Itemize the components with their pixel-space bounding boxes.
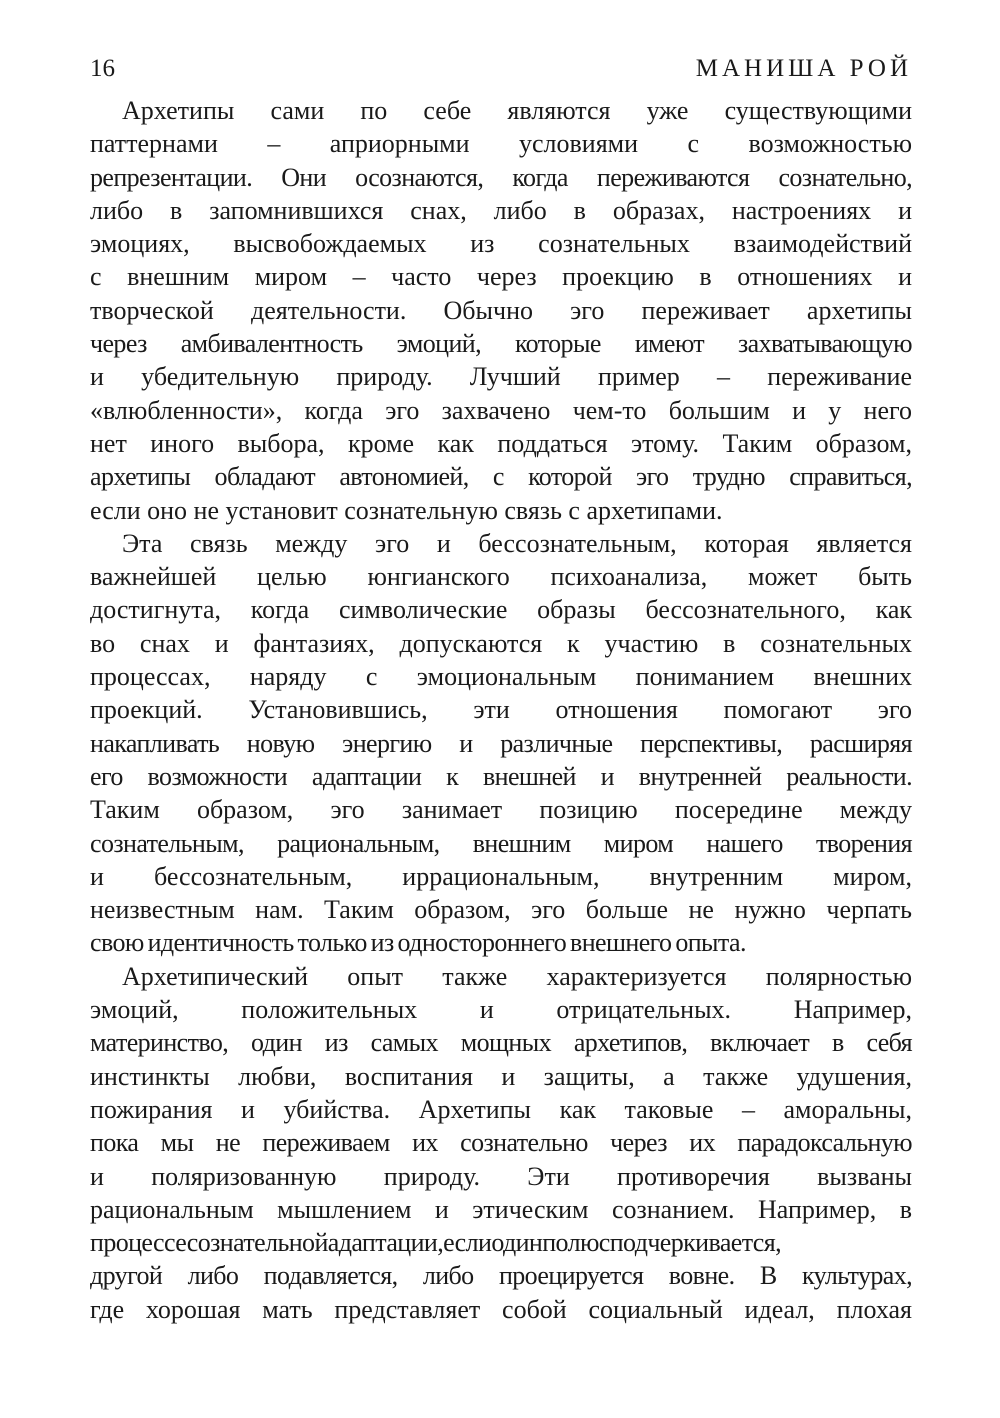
text-line: паттернами – априорными условиями с возможностью xyxy=(90,129,912,159)
text-line: эмоциях, высвобождаемых из сознательных взаимодействий xyxy=(90,229,912,259)
text-line: неизвестным нам. Таким образом, эго больше не нужно черпать xyxy=(90,895,912,925)
text-line: процессесознательнойадаптации,еслиодинполюсподчеркивается, xyxy=(90,1228,781,1258)
text-line: «влюбленности», когда эго захвачено чем-то большим и у него xyxy=(90,395,912,425)
text-line: Таким образом, эго занимает позицию посередине между xyxy=(90,795,912,825)
text-line: сознательным, рациональным, внешним миром нашего творения xyxy=(90,828,912,858)
body-text xyxy=(90,94,912,1326)
running-head xyxy=(90,52,912,86)
text-line: его возможности адаптации к внешней и внутренней реальности. xyxy=(90,761,912,791)
text-line: творческой деятельности. Обычно эго переживает архетипы xyxy=(90,295,912,325)
text-line: через амбивалентность эмоций, которые имеют захватывающую xyxy=(90,329,912,359)
text-line: архетипы обладают автономией, с которой эго трудно справиться, xyxy=(90,462,912,492)
text-line: и поляризованную природу. Эти противоречия вызваны xyxy=(90,1161,912,1191)
text-line: достигнута, когда символические образы бессознательного, как xyxy=(90,595,912,625)
text-line: и убедительную природу. Лучший пример – переживание xyxy=(90,362,912,392)
paragraph-3 xyxy=(90,960,912,1326)
text-line: если оно не установит сознательную связь с архетипами. xyxy=(90,495,723,525)
text-line: во снах и фантазиях, допускаются к участию в сознательных xyxy=(90,628,912,658)
text-line: где хорошая мать представляет собой социальный идеал, плохая xyxy=(90,1294,912,1324)
text-line: важнейшей целью юнгианского психоанализа, может быть xyxy=(90,562,912,592)
text-line: проекций. Установившись, эти отношения помогают эго xyxy=(90,695,912,725)
text-line: эмоций, положительных и отрицательных. Например, xyxy=(90,995,912,1025)
text-line: накапливать новую энергию и различные перспективы, расширяя xyxy=(90,728,912,758)
text-line: процессах, наряду с эмоциональным пониманием внешних xyxy=(90,662,912,692)
text-line: либо в запомнившихся снах, либо в образах, настроениях и xyxy=(90,195,912,225)
text-line: рациональным мышлением и этическим сознанием. Например, в xyxy=(90,1194,912,1224)
text-line: репрезентации. Они осознаются, когда переживаются сознательно, xyxy=(90,162,912,192)
text-line: пока мы не переживаем их сознательно через их парадоксальную xyxy=(90,1128,912,1158)
text-line: нет иного выбора, кроме как поддаться этому. Таким образом, xyxy=(90,428,912,458)
text-line: инстинкты любви, воспитания и защиты, а также удушения, xyxy=(90,1061,912,1091)
text-line: пожирания и убийства. Архетипы как таковые – аморальны, xyxy=(90,1094,912,1124)
text-line: Эта связь между эго и бессознательным, которая является xyxy=(122,528,912,558)
text-line: Архетипический опыт также характеризуется полярностью xyxy=(122,961,912,991)
paragraph-1 xyxy=(90,94,912,527)
page-number: 16 xyxy=(90,55,115,82)
text-line: материнство, один из самых мощных архетипов, включает в себя xyxy=(90,1028,912,1058)
running-head-author: МАНИША РОЙ xyxy=(695,55,912,82)
paragraph-2 xyxy=(90,527,912,960)
text-line: Архетипы сами по себе являются уже существующими xyxy=(122,96,912,125)
text-line: с внешним миром – часто через проекцию в отношениях и xyxy=(90,262,912,292)
text-line: другой либо подавляется, либо проецируется вовне. В культурах, xyxy=(90,1261,912,1291)
text-line: свою идентичность только из одностороннего внешнего опыта. xyxy=(90,928,746,958)
text-line: и бессознательным, иррациональным, внутренним миром, xyxy=(90,861,912,891)
